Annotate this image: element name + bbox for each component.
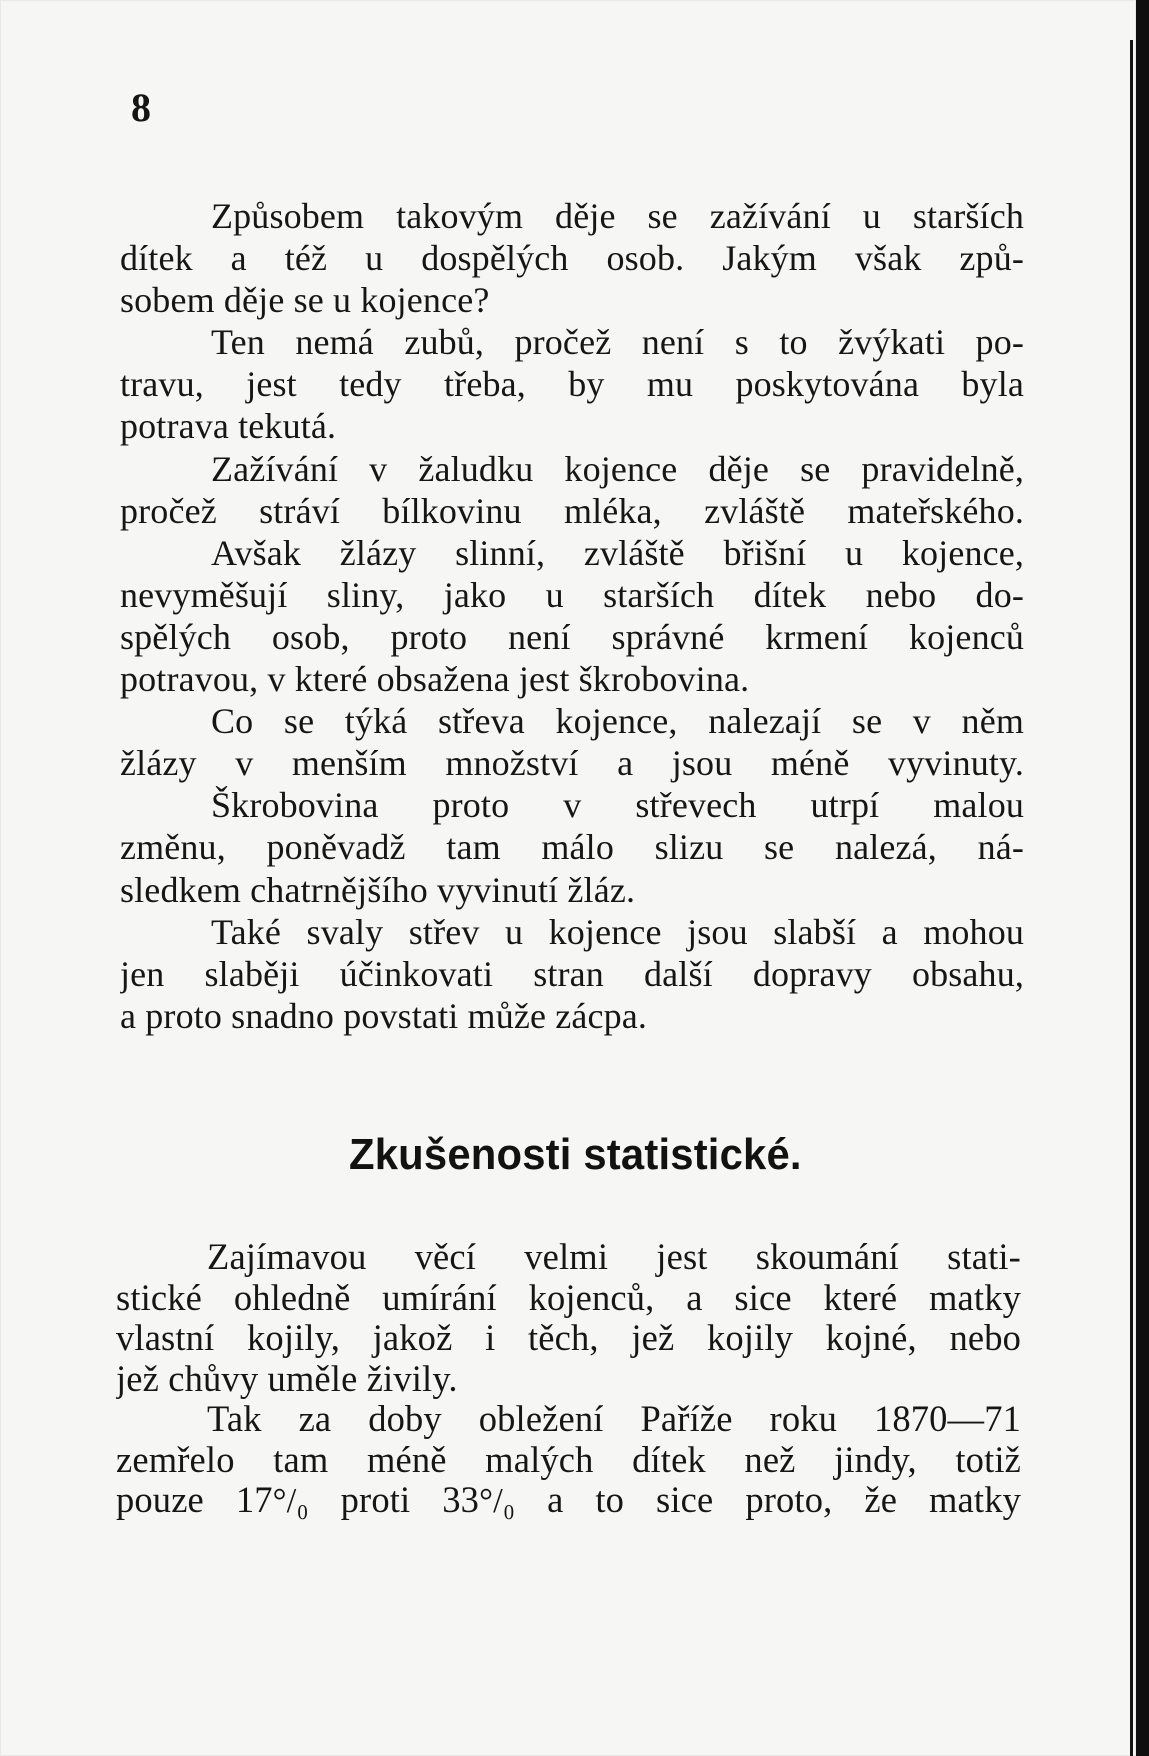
- paragraph-line: a proto snadno povstati může zácpa.: [120, 995, 648, 1036]
- paragraph-line: Avšak žlázy slinní, zvláště břišní u kojence,: [211, 532, 1024, 573]
- last-line-after: a to sice proto, že matky: [515, 1480, 1021, 1520]
- section-1-text: [120, 195, 1024, 1037]
- paragraph-line: dítek a též u dospělých osob. Jakým však způ-: [120, 238, 1024, 279]
- paragraph-line: jen slaběji účinkovati stran další dopravy obsahu,: [120, 953, 1024, 994]
- paragraph-line: nevyměšují sliny, jako u starších dítek nebo do-: [120, 574, 1024, 615]
- percent-sign-1: °/₀: [272, 1482, 309, 1520]
- paragraph-line: Také svaly střev u kojence jsou slabší a mohou: [211, 911, 1024, 952]
- paragraph-line: Způsobem takovým děje se zažívání u starších: [211, 196, 1024, 236]
- percent-sign-2: °/₀: [479, 1482, 516, 1520]
- paragraph-line: pročež stráví bílkovinu mléka, zvláště mateřského.: [120, 490, 1024, 531]
- page-edge-line: [1130, 40, 1133, 1756]
- paragraph-line: Zajímavou věcí velmi jest skoumání stati-: [207, 1237, 1021, 1277]
- paragraph-line: zemřelo tam méně malých dítek než jindy, totiž: [116, 1439, 1021, 1480]
- paragraph-line: Co se týká střeva kojence, nalezají se v něm: [211, 701, 1024, 742]
- paragraph-line: jež chůvy uměle živily.: [116, 1358, 458, 1399]
- paragraph-line: sobem děje se u kojence?: [120, 280, 490, 321]
- paragraph-line: stické ohledně umírání kojenců, a sice které matky: [116, 1277, 1021, 1318]
- paragraph-line: Tak za doby obležení Paříže roku 1870—71: [207, 1399, 1021, 1439]
- paragraph-line: travu, jest tedy třeba, by mu poskytována byla: [120, 364, 1024, 405]
- paragraph-line: vlastní kojily, jakož i těch, jež kojily kojné, nebo: [116, 1318, 1021, 1358]
- paragraph-line: potrava tekutá.: [120, 406, 337, 447]
- last-line-before: pouze 17: [116, 1480, 273, 1520]
- paragraph-line: změnu, poněvadž tam málo slizu se nalezá, ná-: [120, 827, 1024, 868]
- paragraph-line: Zažívání v žaludku kojence děje se pravidelně,: [211, 448, 1024, 489]
- paragraph-line: potravou, v které obsažena jest škrobovina.: [120, 659, 750, 700]
- section-2-text: [116, 1237, 1021, 1522]
- last-line-middle: proti 33: [308, 1480, 480, 1520]
- paragraph-line: Ten nemá zubů, pročež není s to žvýkati po-: [211, 322, 1024, 363]
- page-number: 8: [131, 85, 151, 130]
- paragraph-line: žlázy v menším množství a jsou méně vyvinuty.: [120, 743, 1024, 784]
- paragraph-line: spělých osob, proto není správné krmení kojenců: [120, 616, 1024, 657]
- paragraph-line: sledkem chatrnějšího vyvinutí žláz.: [120, 869, 636, 910]
- paragraph-line: Škrobovina proto v střevech utrpí malou: [211, 785, 1024, 826]
- paragraph-line-with-percentages: [116, 1480, 1021, 1522]
- section-heading: Zkušenosti statistické.: [349, 1130, 802, 1179]
